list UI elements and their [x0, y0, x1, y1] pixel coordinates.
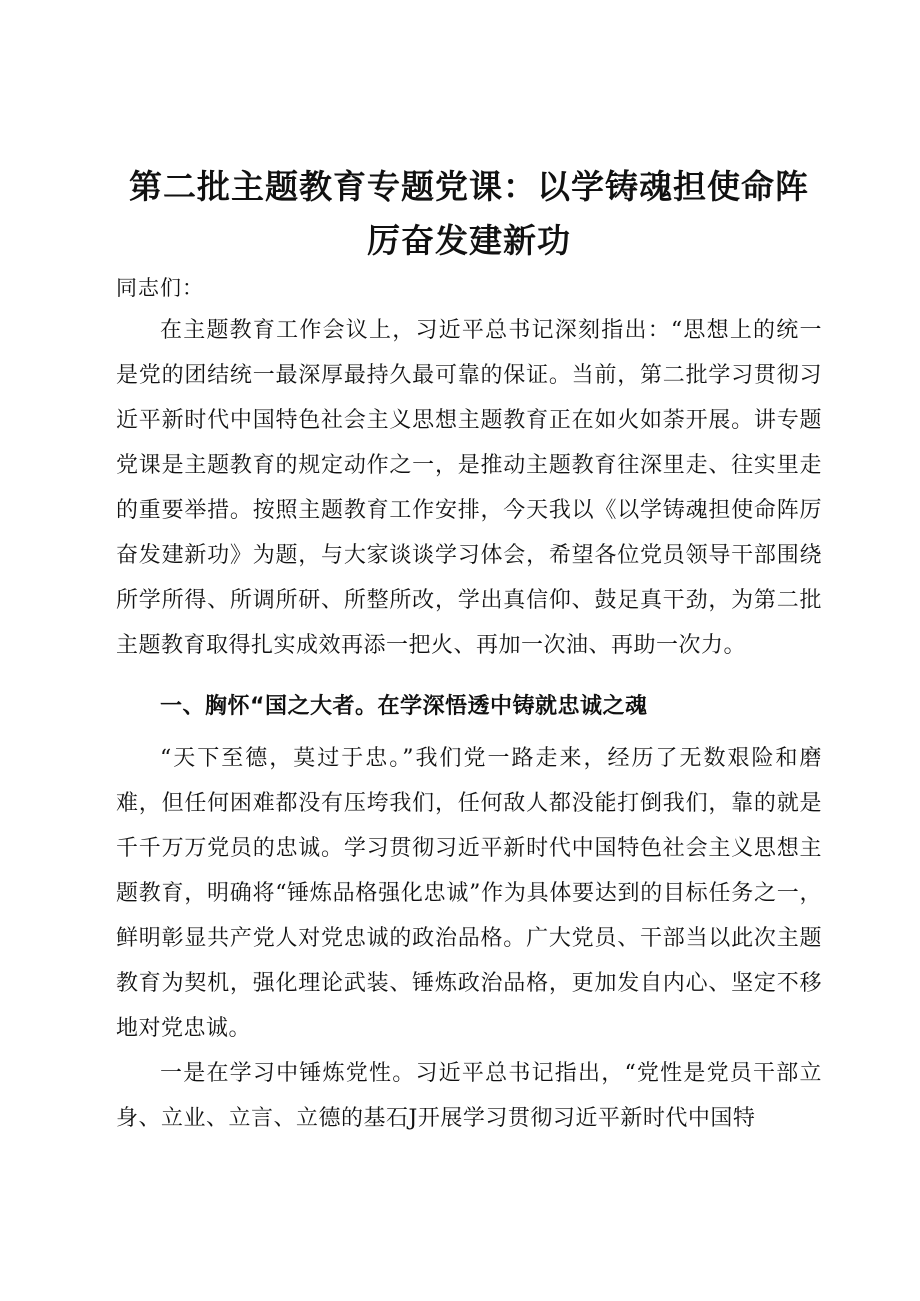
intro-paragraph: 在主题教育工作会议上，习近平总书记深刻指出：“思想上的统一是党的团结统一最深厚最持久最可靠的保证。当前，第二批学习贯彻习近平新时代中国特色社会主义思想主题教育正在如火如荼开展。讲专题党课是主题教育的规定动作之一，是推动主题教育往深里走、往实里走的重要举措。按照主题教育工作安排，今天我以《以学铸魂担使命阵厉奋发建新功》为题，与大家谈谈学习体会，希望各位党员领导干部围绕所学所得、所调所研、所整所改，学出真信仰、鼓足真干劲，为第二批主题教育取得扎实成效再添一把火、再加一次油、再助一次力。	[116, 318, 822, 658]
section-paragraph-1: “天下至德，莫过于忠。”我们党一路走来，经历了无数艰险和磨难，但任何困难都没有压垮我们，任何敌人都没能打倒我们，靠的就是千千万万党员的忠诚。学习贯彻习近平新时代中国特色社会主义思想主题教育，明确将“锤炼品格强化忠诚”作为具体要达到的目标任务之一，鲜明彰显共产党人对党忠诚的政治品格。广大党员、干部当以此次主题教育为契机，强化理论武装、锤炼政治品格，更加发自内心、坚定不移地对党忠诚。	[116, 746, 822, 1041]
title-line-2: 厉奋发建新功	[367, 221, 571, 260]
title-line-1: 第二批主题教育专题党课：以学铸魂担使命阵	[129, 167, 809, 206]
document-title	[116, 160, 822, 268]
section-heading: 一、胸怀“国之大者。在学深悟透中铸就忠诚之魂	[160, 694, 648, 719]
spacer	[116, 668, 822, 678]
salutation: 同志们：	[116, 276, 204, 300]
document-body	[116, 160, 822, 1141]
section-paragraph-2: 一是在学习中锤炼党性。习近平总书记指出，“党性是党员干部立身、立业、立言、立德的基石J开展学习贯彻习近平新时代中国特	[116, 1061, 822, 1131]
